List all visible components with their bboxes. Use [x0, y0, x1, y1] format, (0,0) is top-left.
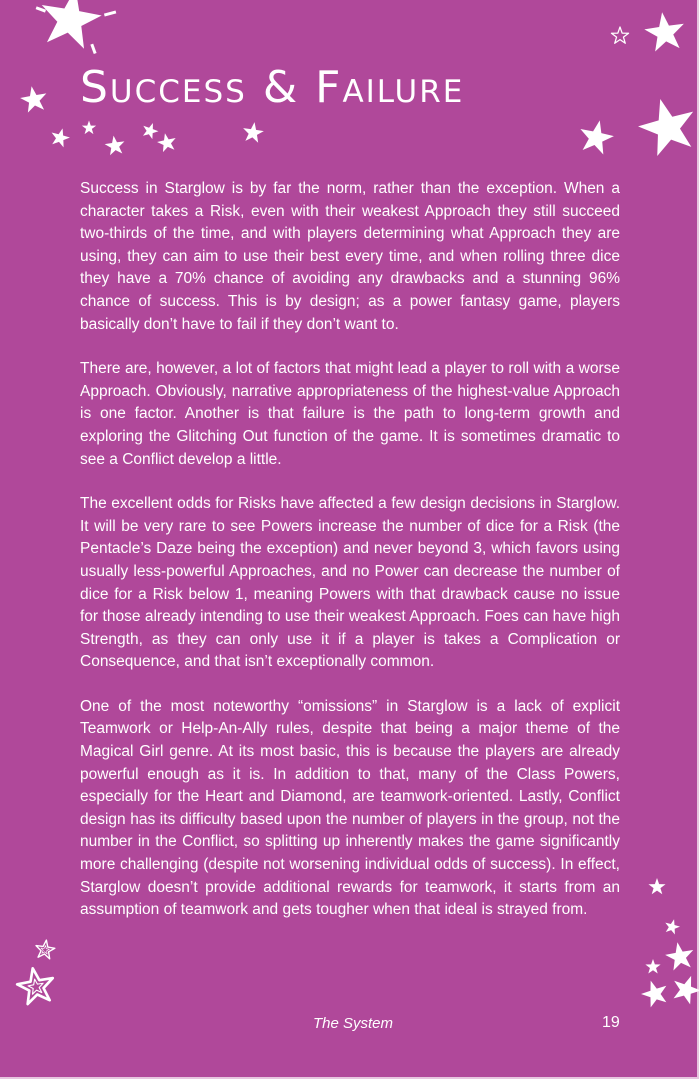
star-icon [642, 9, 687, 52]
sparkle-line [104, 10, 116, 16]
star-icon [156, 131, 178, 153]
star-icon [49, 126, 72, 148]
page-title: Success & Failure [80, 62, 465, 113]
star-icon [668, 971, 699, 1006]
star-icon [633, 92, 699, 159]
star-icon [648, 878, 665, 894]
star-icon [663, 917, 681, 935]
body-text [80, 178, 620, 944]
sparkle-line [90, 44, 96, 54]
star-icon [663, 940, 696, 972]
paragraph: Success in Starglow is by far the norm, rather than the exception. When a character takes a Risk, even with their weakest Approach they still succeed two-thirds of the time, and with players determining what Approach they are using, they can aim to use their best every time, and when rolling three dice they have a 70% chance of avoiding any drawbacks and a stunning 96% chance of success. This is by design; as a power fantasy game, players basically don’t have to fail if they don’t want to. [80, 180, 620, 333]
star-icon [638, 977, 671, 1009]
star-outline-icon [34, 939, 55, 960]
star-outline-icon [611, 27, 628, 43]
star-icon [18, 84, 49, 114]
paragraph: The excellent odds for Risks have affected a few design decisions in Starglow. It will be very rare to see Powers increase the number of dice for a Risk (the Pentacle’s Daze being the exception) and never beyond 3, which favors using usually less-powerful Approaches, and no Power can decrease the number of dice for a Risk below 1, meaning Powers with that drawback cause no issue for those already intending to use their weakest Approach. Foes can have high Strength, as they can only use it if a player is takes a Complication or Consequence, and that isn’t exceptionally common. [80, 495, 620, 671]
star-outline-icon [15, 965, 57, 1005]
paragraph: There are, however, a lot of factors that might lead a player to roll with a worse Approach. Obviously, narrative appropriateness of the highest-value Approach is one factor. Another is that failure is the path to long-term growth and exploring the Glitching Out function of the game. It is sometimes dramatic to see a Conflict develop a little. [80, 360, 620, 468]
star-icon [241, 121, 264, 144]
star-icon [104, 134, 126, 156]
star-icon [645, 959, 660, 973]
star-icon [36, 0, 106, 51]
paragraph: One of the most noteworthy “omissions” in Starglow is a lack of explicit Teamwork or Help-An-Ally rules, despite that being a major theme of the Magical Girl genre. At its most basic, this is because the players are already powerful enough as it is. In addition to that, many of the Class Powers, especially for the Heart and Diamond, are teamwork-oriented. Lastly, Conflict design has its difficulty based upon the number of players in the group, not the number in the Conflict, so splitting up inherently makes the game significantly more challenging (despite not worsening individual odds of success). In effect, Starglow doesn’t provide additional rewards for teamwork, it starts from an assumption of teamwork and gets tougher when that ideal is strayed from. [80, 697, 620, 919]
star-icon [140, 120, 160, 140]
footer-section-name: The System [313, 1015, 394, 1032]
star-icon [576, 117, 616, 156]
star-icon [82, 121, 96, 135]
page-number: 19 [602, 1014, 620, 1031]
